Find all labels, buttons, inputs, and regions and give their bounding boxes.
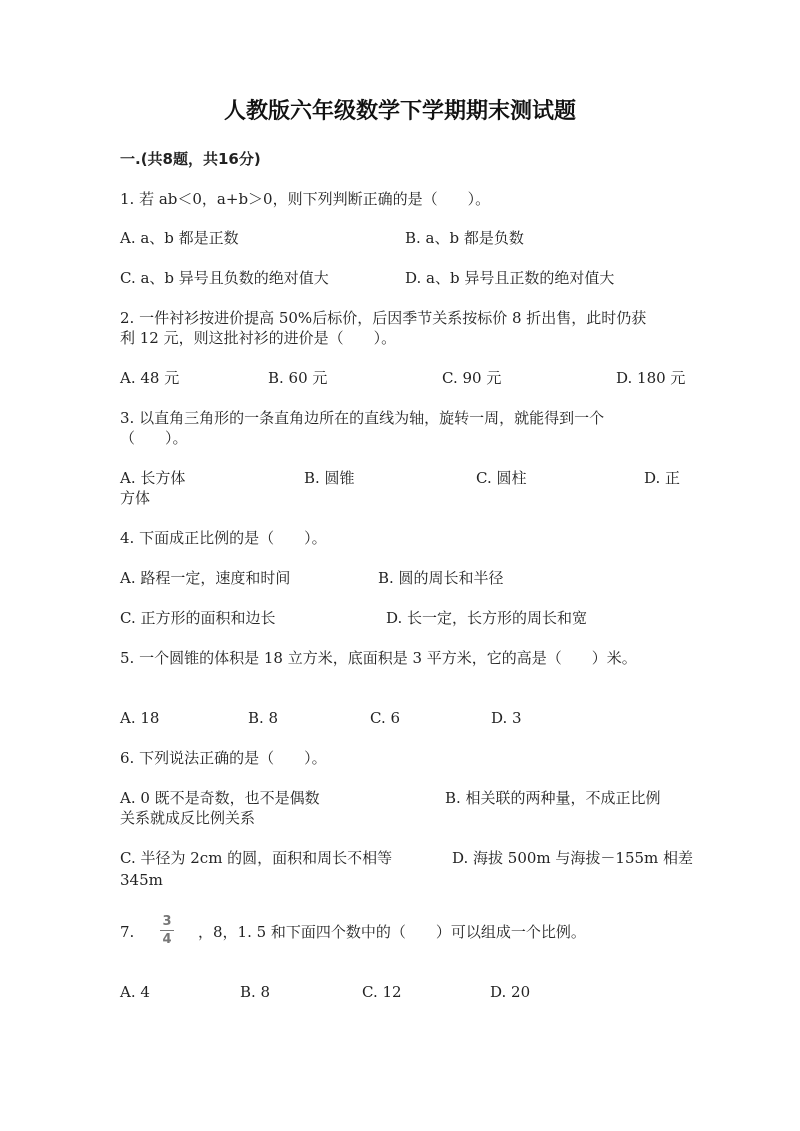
- question-2-stem-line-2: 利 12 元，则这批衬衫的进价是（ ）。: [120, 329, 397, 347]
- question-1-option-c: C. a、b 异号且负数的绝对值大: [120, 269, 329, 287]
- question-1-option-a: A. a、b 都是正数: [120, 229, 239, 247]
- question-3-stem-line-1: 3. 以直角三角形的一条直角边所在的直线为轴，旋转一周，就能得到一个: [120, 409, 605, 427]
- fraction-bar: [160, 930, 174, 931]
- question-1-stem: 1. 若 ab＜0，a+b＞0，则下列判断正确的是（ ）。: [120, 190, 491, 208]
- question-6-option-d: D. 海拔 500m 与海拔－155m 相差: [452, 849, 694, 867]
- question-6-stem: 6. 下列说法正确的是（ ）。: [120, 749, 327, 767]
- question-4-stem: 4. 下面成正比例的是（ ）。: [120, 529, 327, 547]
- question-5-option-d: D. 3: [491, 709, 522, 727]
- question-3-option-b: B. 圆锥: [304, 469, 355, 487]
- question-5-option-a: A. 18: [120, 709, 160, 727]
- question-7-option-d: D. 20: [490, 983, 531, 1001]
- question-7-option-a: A. 4: [120, 983, 150, 1001]
- question-4-option-c: C. 正方形的面积和边长: [120, 609, 276, 627]
- page-title: 人教版六年级数学下学期期末测试题: [223, 99, 576, 124]
- fraction-numerator: 3: [162, 914, 172, 929]
- question-2-stem-line-1: 2. 一件衬衫按进价提高 50%后标价，后因季节关系按标价 8 折出售，此时仍获: [120, 309, 647, 327]
- question-4-option-b: B. 圆的周长和半径: [378, 569, 504, 587]
- question-3-stem-line-2: （ ）。: [120, 429, 188, 447]
- question-3-option-d: D. 正: [644, 469, 681, 487]
- question-5-stem: 5. 一个圆锥的体积是 18 立方米，底面积是 3 平方米，它的高是（ ）米。: [120, 649, 637, 667]
- question-3-option-c: C. 圆柱: [476, 469, 527, 487]
- question-2-option-a: A. 48 元: [120, 369, 180, 387]
- question-1-option-b: B. a、b 都是负数: [405, 229, 524, 247]
- question-6-option-b: B. 相关联的两种量，不成正比例: [445, 789, 661, 807]
- question-6-option-d-continued: 345m: [120, 871, 163, 889]
- question-5-option-c: C. 6: [370, 709, 401, 727]
- question-6-option-a: A. 0 既不是奇数，也不是偶数: [120, 789, 320, 807]
- question-7-option-b: B. 8: [240, 983, 271, 1001]
- question-2-option-c: C. 90 元: [442, 369, 502, 387]
- section-header: 一.(共8题，共16分): [120, 150, 261, 168]
- fraction-denominator: 4: [162, 932, 172, 947]
- question-3-option-d-continued: 方体: [120, 489, 151, 507]
- question-2-option-b: B. 60 元: [268, 369, 328, 387]
- question-6-option-b-continued: 关系就成反比例关系: [120, 809, 256, 827]
- question-4-option-a: A. 路程一定，速度和时间: [120, 569, 291, 587]
- question-5-option-b: B. 8: [248, 709, 279, 727]
- question-6-option-c: C. 半径为 2cm 的圆，面积和周长不相等: [120, 849, 393, 867]
- question-7-number: 7.: [120, 923, 135, 941]
- question-2-option-d: D. 180 元: [616, 369, 686, 387]
- question-3-option-a: A. 长方体: [120, 469, 186, 487]
- question-1-option-d: D. a、b 异号且正数的绝对值大: [405, 269, 615, 287]
- fraction-three-quarters: [158, 914, 176, 947]
- question-4-option-d: D. 长一定，长方形的周长和宽: [386, 609, 588, 627]
- question-7-stem: ，8，1. 5 和下面四个数中的（ ）可以组成一个比例。: [198, 923, 586, 941]
- question-7-option-c: C. 12: [362, 983, 402, 1001]
